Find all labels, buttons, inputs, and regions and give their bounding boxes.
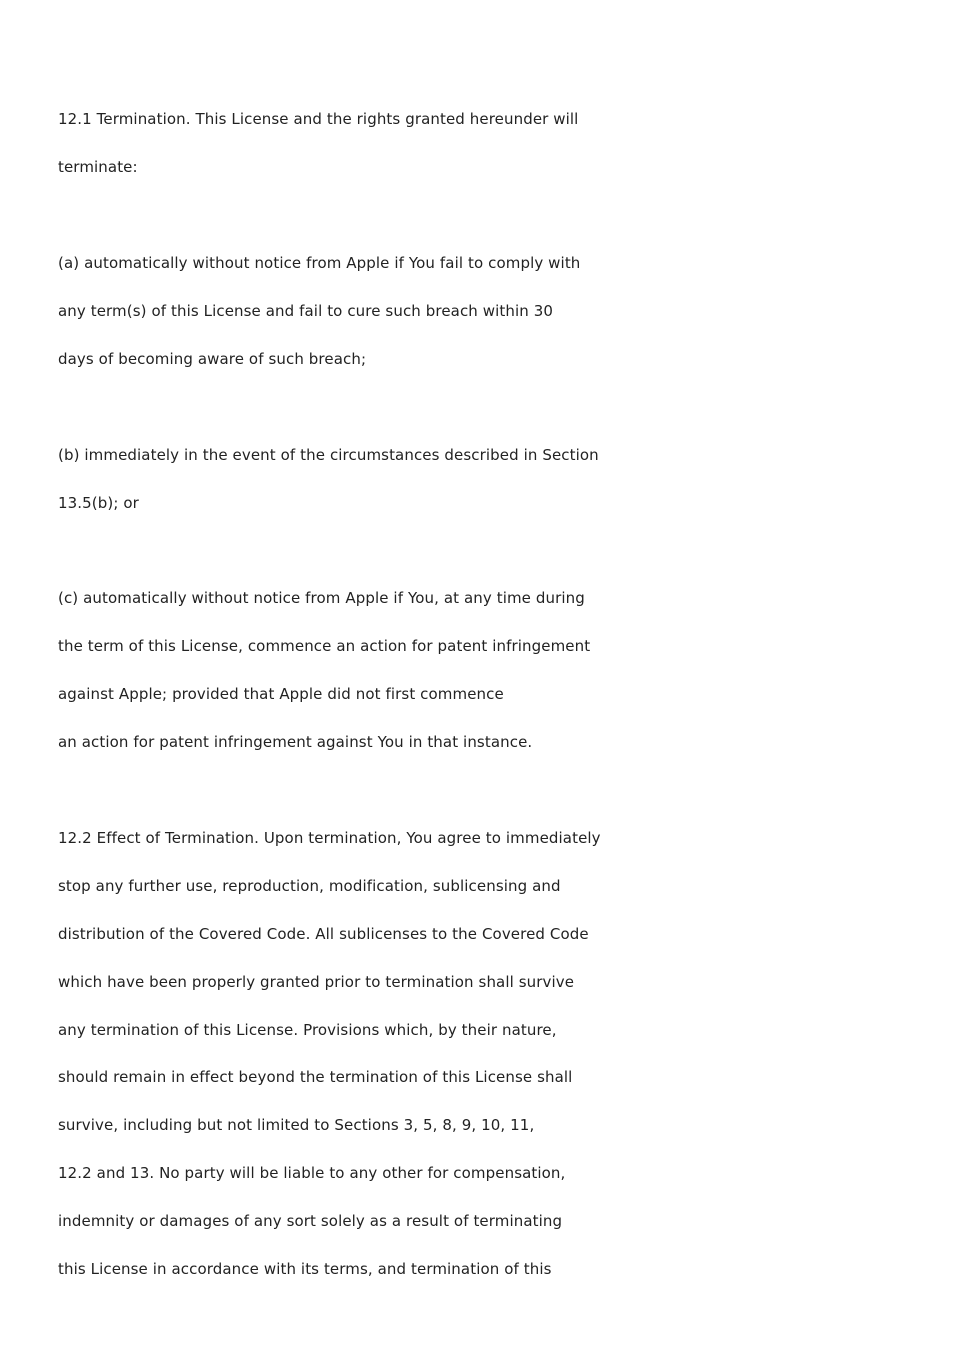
text-line: terminate: <box>58 158 138 176</box>
text-line: (c) automatically without notice from Apple if You, at any time during <box>58 589 585 607</box>
text-line: should remain in effect beyond the termination of this License shall <box>58 1068 573 1086</box>
text-line: any termination of this License. Provisions which, by their nature, <box>58 1021 557 1039</box>
text-line: days of becoming aware of such breach; <box>58 350 367 368</box>
text-line: (a) automatically without notice from Apple if You fail to comply with <box>58 254 581 272</box>
text-line: which have been properly granted prior to termination shall survive <box>58 973 575 991</box>
text-line: indemnity or damages of any sort solely as a result of terminating <box>58 1212 563 1230</box>
text-line: this License in accordance with its terms, and termination of this <box>58 1260 552 1278</box>
text-line: distribution of the Covered Code. All sublicenses to the Covered Code <box>58 925 589 943</box>
text-line: 12.2 Effect of Termination. Upon termination, You agree to immediately <box>58 829 601 847</box>
text-line: an action for patent infringement against You in that instance. <box>58 733 533 751</box>
text-line: against Apple; provided that Apple did not first commence <box>58 685 504 703</box>
text-line: survive, including but not limited to Sections 3, 5, 8, 9, 10, 11, <box>58 1116 535 1134</box>
text-line: any term(s) of this License and fail to cure such breach within 30 <box>58 302 554 320</box>
text-line: 12.1 Termination. This License and the rights granted hereunder will <box>58 110 579 128</box>
text-line: 12.2 and 13. No party will be liable to any other for compensation, <box>58 1164 566 1182</box>
text-line: 13.5(b); or <box>58 494 139 512</box>
text-line: stop any further use, reproduction, modification, sublicensing and <box>58 877 561 895</box>
text-line: the term of this License, commence an action for patent infringement <box>58 637 591 655</box>
text-line: (b) immediately in the event of the circumstances described in Section <box>58 446 599 464</box>
